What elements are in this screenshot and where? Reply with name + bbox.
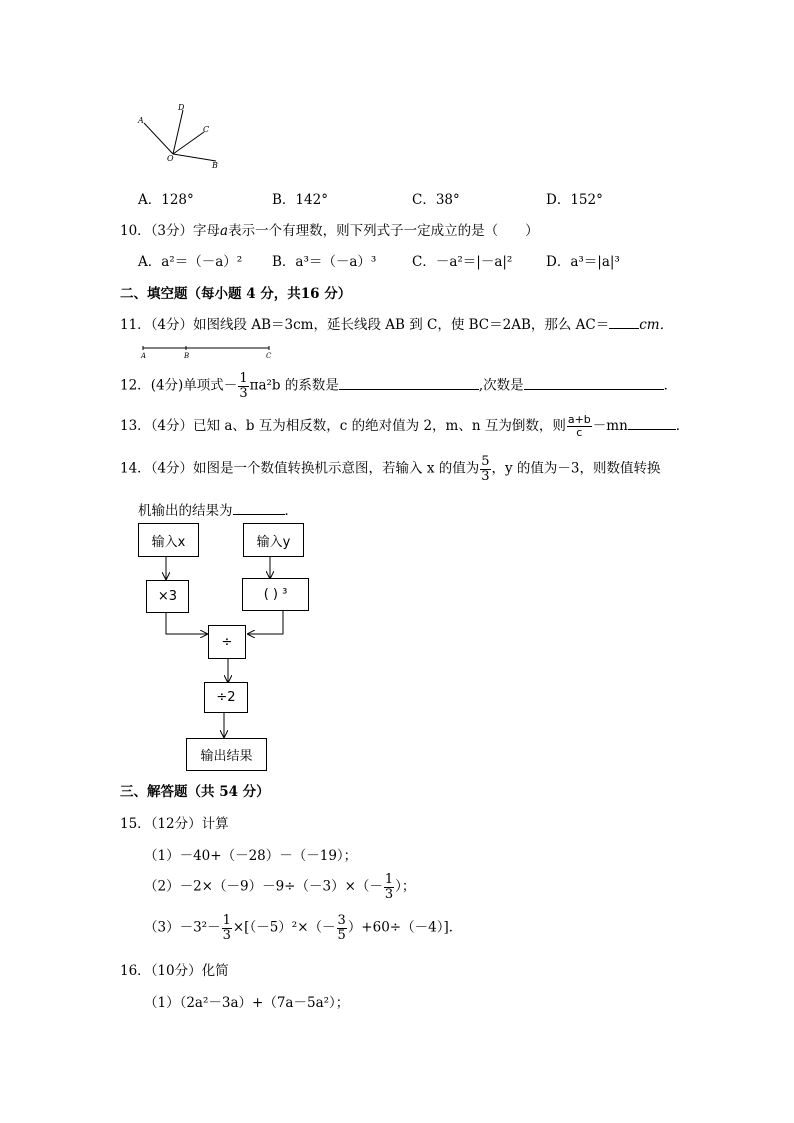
q11-text: 如图线段 AB＝3cm，延长线段 AB 到 C，使 BC＝2AB，那么 AC＝ <box>193 317 610 333</box>
q15-num: 15． <box>120 816 151 832</box>
point-label-c: C <box>203 125 210 134</box>
q15-part-3-a: （3）－3²－ <box>144 919 221 936</box>
q12-text1: 单项式－ <box>183 377 238 394</box>
segment-label-c: C <box>266 352 272 360</box>
point-label-a: A <box>138 116 144 125</box>
q15-part-2-a: （2）－2×（－9）－9÷（－3）×（－ <box>144 878 383 895</box>
q15-part-1: （1）－40+（－28）－（－19）； <box>144 848 358 864</box>
q15-score: （12分） <box>150 816 202 832</box>
q16-title: 化简 <box>201 963 229 979</box>
q15-part-2-fraction: $\frac{1}{3}$ <box>384 872 394 902</box>
q15-part-3-c: ）+60÷（－4）]． <box>347 919 463 936</box>
q16-num: 16． <box>120 963 151 979</box>
q10-option-c: C．－a²＝|－a|² <box>412 254 513 270</box>
q14-end: ． <box>284 503 298 519</box>
q16-stem <box>120 959 229 979</box>
q9-option-b: B．142° <box>272 192 328 208</box>
flow-divide: ÷ <box>208 625 246 659</box>
section-3-heading: 三、解答题（共 54 分） <box>120 784 270 800</box>
q14-text2: ，y 的值为－3，则数值转换 <box>491 460 661 477</box>
q11-score: （4分） <box>150 317 194 333</box>
q14-score: （4分） <box>150 460 194 477</box>
q10-option-d: D．a³＝|a|³ <box>546 254 620 270</box>
q9-option-c: C．38° <box>412 192 460 208</box>
point-label-d: D <box>178 103 185 112</box>
flow-divide-by-2: ÷2 <box>204 682 248 713</box>
q13-fraction: $\frac{a+b}{c}$ <box>567 413 591 439</box>
q15-part-2-b: ）； <box>395 878 416 895</box>
point-label-b: B <box>212 161 218 170</box>
q10-text: 字母 <box>193 223 221 239</box>
q10-option-b: B．a³＝（－a）³ <box>272 254 377 270</box>
q12-fraction: $\frac{1}{3}$ <box>239 371 248 401</box>
q9-option-d: D．152° <box>546 192 603 208</box>
q15-part-2 <box>144 873 415 901</box>
q13-text2: －mn <box>592 418 628 434</box>
q12-text3: ,次数是 <box>478 377 524 394</box>
q13-end: ． <box>675 418 690 434</box>
q12-num: 12． <box>120 377 151 394</box>
q15-title: 计算 <box>201 816 229 832</box>
q15-part-3-b: ×[（－5）²×（－ <box>232 919 336 936</box>
flow-times-3: ×3 <box>146 580 189 613</box>
flow-input-x: 输入x <box>138 523 199 557</box>
q12-end: ． <box>663 377 678 394</box>
q15-stem <box>120 812 229 832</box>
q13-text1: 已知 a、b 互为相反数，c 的绝对值为 2，m、n 互为倒数，则 <box>193 418 566 434</box>
q15-part-3-fraction-1: $\frac{1}{3}$ <box>222 913 231 943</box>
q15-part-3 <box>144 914 462 942</box>
flow-cube: ( ) ³ <box>242 578 309 611</box>
flow-output: 输出结果 <box>186 738 267 771</box>
q13-num: 13． <box>120 418 151 434</box>
section-2-heading: 二、填空题（每小题 4 分，共16 分） <box>120 286 352 302</box>
point-label-o: O <box>167 154 174 163</box>
q10-var: a <box>220 223 229 239</box>
q14-line2-text: 机输出的结果为 <box>138 503 233 519</box>
q12-text2: πa²b 的系数是 <box>249 377 339 394</box>
q10-text2: 表示一个有理数，则下列式子一定成立的是（ ） <box>228 223 539 239</box>
q11-tail: cm． <box>639 317 674 333</box>
q16-part-1: （1）（2a²－3a）+（7a－5a²）； <box>144 995 350 1011</box>
q14-num: 14． <box>120 460 151 477</box>
q12-score: (4分) <box>150 377 184 394</box>
q10-option-a: A．a²＝（－a）² <box>138 254 243 270</box>
q14-fraction: $\frac{5}{3}$ <box>481 454 490 484</box>
segment-label-b: B <box>184 352 190 360</box>
q10-score: （3分） <box>150 223 194 239</box>
flow-input-y: 输入y <box>243 523 304 557</box>
q11-num: 11． <box>120 317 151 333</box>
segment-label-a: A <box>141 352 147 360</box>
q15-part-3-fraction-2: $\frac{3}{5}$ <box>337 913 346 943</box>
q16-score: （10分） <box>150 963 202 979</box>
q14-text1: 如图是一个数值转换机示意图，若输入 x 的值为 <box>193 460 480 477</box>
q9-option-a: A．128° <box>138 192 194 208</box>
q13-score: （4分） <box>150 418 194 434</box>
q10-num: 10． <box>120 223 151 239</box>
